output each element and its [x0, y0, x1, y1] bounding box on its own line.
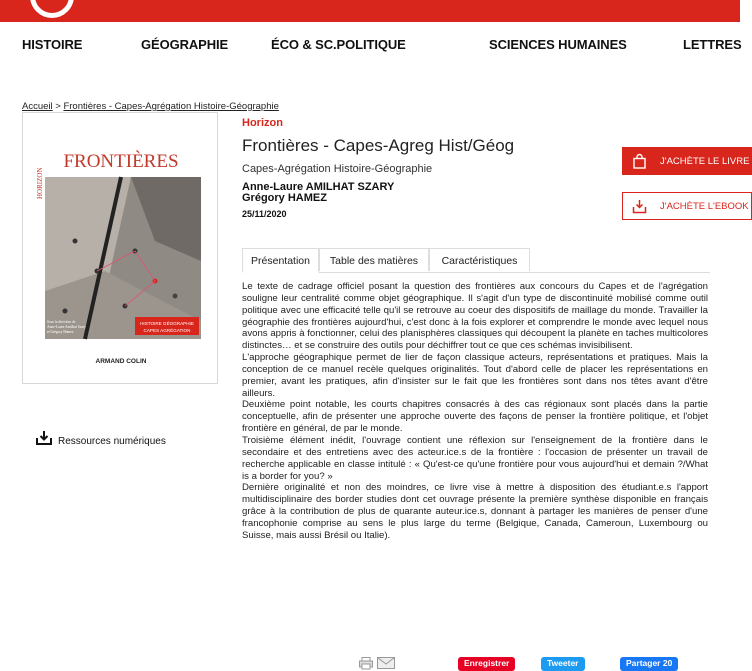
cover-badge-line2: CAPES AGRÉGATION: [143, 328, 191, 333]
brand-bar: [0, 0, 740, 22]
book-cover[interactable]: [22, 112, 218, 384]
collection-name[interactable]: Horizon: [242, 117, 283, 129]
buy-ebook-button[interactable]: [622, 192, 752, 220]
shopping-bag-icon: [632, 154, 647, 169]
site-logo[interactable]: [30, 0, 74, 18]
buy-book-button[interactable]: [622, 147, 752, 175]
twitter-tweet-button[interactable]: Tweeter: [541, 657, 585, 671]
nav-item-sciences-humaines[interactable]: SCIENCES HUMAINES: [489, 37, 627, 52]
breadcrumb: [22, 101, 279, 112]
nav-item-histoire[interactable]: HISTOIRE: [22, 37, 83, 52]
cover-image: [35, 121, 207, 377]
cover-series: HORIZON: [36, 167, 44, 199]
cover-badge-line1: HISTOIRE GÉOGRAPHIE: [140, 321, 194, 326]
cover-editors-line2: Anne-Laure Amilhat Szary: [47, 325, 86, 329]
tab-caracteristiques[interactable]: Caractéristiques: [429, 248, 530, 271]
nav-item-lettres[interactable]: LETTRES: [683, 37, 742, 52]
breadcrumb-home[interactable]: Accueil: [22, 101, 53, 112]
description-paragraph: Dernière originalité et non des moindres, ce livre vise à mettre à disposition des étudiant.e.s l'apport multidisciplinaire des border studies dont cet ouvrage présente la première synthèse disponible en français grâce à la contribution de plus de quarante auteur.ice.s, donnant à partager les manières de penser d'une francophonie comprise au sens le plus large du terme (Belgique, Canada, Cameroun, Luxembourg ou Suisse, mais aussi Brésil ou Italie).: [242, 482, 708, 541]
description-paragraph: Troisième élément inédit, l'ouvrage contient une réflexion sur l'enseignement de la frontière dans le secondaire et des entretiens avec des acteur.ice.s de la frontière : l'occasion de présenter un travail de recherche applicable en classe intitulé : « Qu'est-ce qu'une frontière pour vous aujourd'hui et demain ?/What is a border for you? »: [242, 434, 708, 482]
tab-presentation[interactable]: Présentation: [242, 248, 319, 273]
book-title: Frontières - Capes-Agreg Hist/Géog: [242, 136, 515, 155]
nav-item-eco-sc-politique[interactable]: ÉCO & SC.POLITIQUE: [271, 37, 406, 52]
author-name[interactable]: Anne-Laure AMILHAT SZARY: [242, 181, 395, 193]
description-paragraph: L'approche géographique permet de lier de façon classique acteurs, représentations et pratiques. Mais la conception de ce manuel recèle quelques originalités. Tout d'abord celle de placer les représentations en premier, avant les pratiques, afin d'insister sur le fait que les frontières sont dans nos têtes avant d'être ailleurs.: [242, 352, 708, 399]
tab-table-des-matieres[interactable]: Table des matières: [319, 248, 429, 271]
book-subtitle: Capes-Agrégation Histoire-Géographie: [242, 163, 433, 175]
email-icon[interactable]: [377, 657, 395, 669]
tab-bar: [242, 248, 710, 273]
digital-resources-label: Ressources numériques: [58, 436, 166, 447]
main-nav: [0, 22, 740, 66]
book-authors: [242, 182, 394, 204]
download-icon: [36, 431, 52, 445]
publication-date: 25/11/2020: [242, 209, 287, 219]
cover-editors-line3: et Grégory Hamez: [47, 330, 74, 334]
description-paragraph: Le texte de cadrage officiel posant la question des frontières aux concours du Capes et de l'agrégation souligne leur centralité comme objet géographique. Il s'agit d'un type de discontinuité mobilisé comme outil politique avec une efficacité telle qu'il se retrouve au coeur des dispositifs de maillage du monde. Travailler la géographie des frontières aujourd'hui, c'est donc à la fois explorer et comprendre le monde avec lequel nous avons appris à fonctionner, celui des planisphères classiques qui découpent la planète en taches multicolores distinctes… et se construire des outils pour déchiffrer tout ce que ces schémas invisibilisent.: [242, 281, 708, 352]
description-paragraph: Deuxième point notable, les courts chapitres consacrés à des cas régionaux sont placés dans la partie conceptuelle, afin de présenter une approche ouverte des façons de penser la frontière politique, et l'objet frontière en général, de par le monde.: [242, 399, 708, 435]
print-icon[interactable]: [359, 657, 373, 669]
facebook-share-button[interactable]: Partager 20: [620, 657, 678, 671]
breadcrumb-current[interactable]: Frontières - Capes-Agrégation Histoire-Géographie: [63, 101, 279, 112]
pinterest-save-button[interactable]: Enregistrer: [458, 657, 515, 671]
nav-item-geographie[interactable]: GÉOGRAPHIE: [141, 37, 229, 52]
breadcrumb-separator: >: [52, 101, 64, 112]
download-icon: [632, 199, 647, 214]
cover-publisher: ARMAND COLIN: [95, 358, 147, 365]
book-description: [242, 281, 708, 542]
buy-ebook-label: J'ACHÈTE L'EBOOK: [660, 201, 749, 212]
cover-editors-line1: Sous la direction de: [47, 320, 76, 324]
buy-book-label: J'ACHÈTE LE LIVRE: [660, 156, 750, 167]
cover-title: FRONTIÈRES: [63, 151, 179, 172]
author-name[interactable]: Grégory HAMEZ: [242, 192, 327, 204]
